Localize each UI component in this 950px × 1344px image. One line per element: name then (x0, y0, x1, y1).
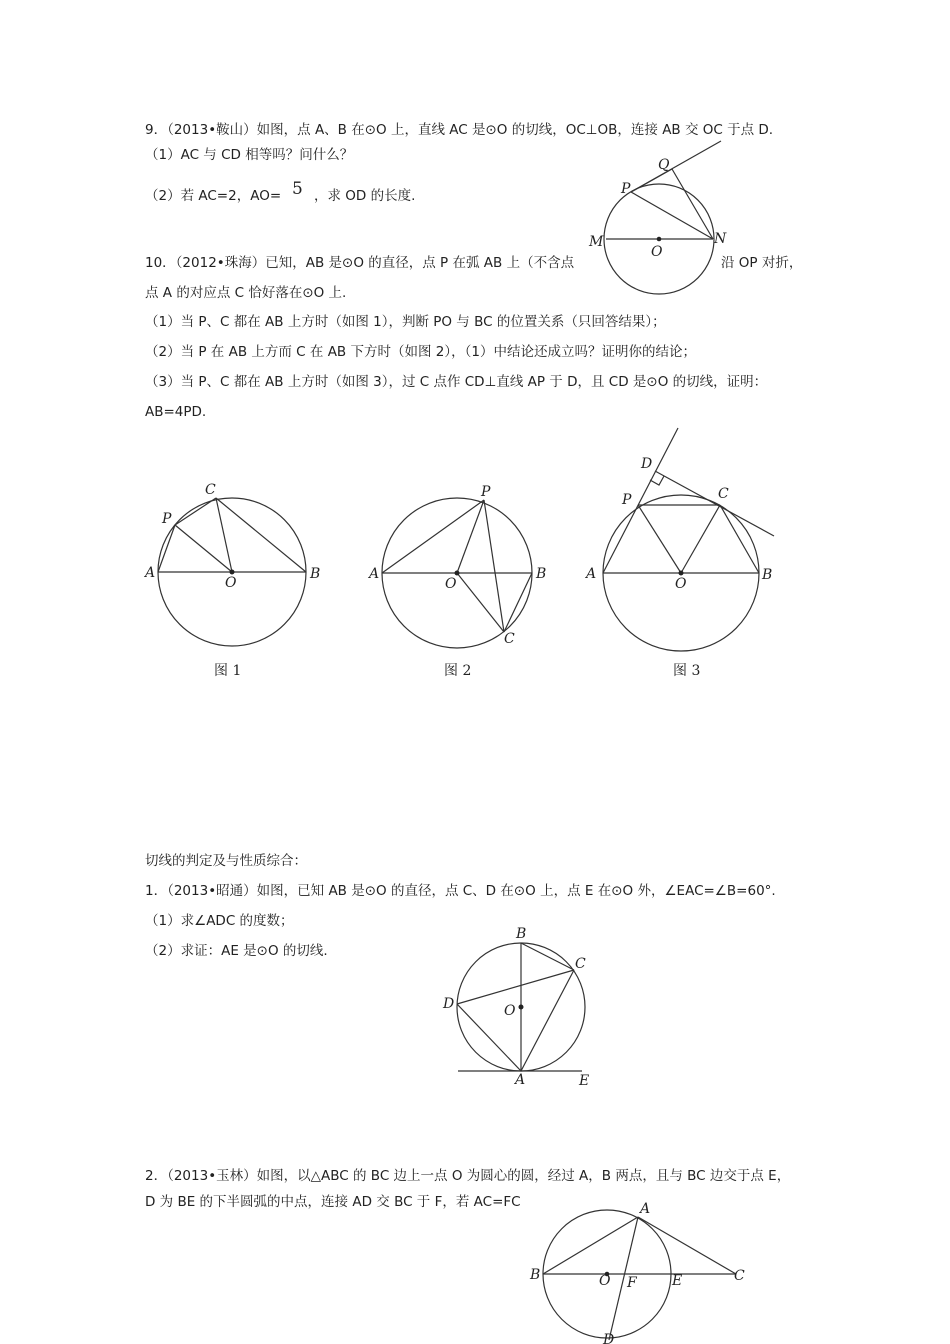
fig1-segment-ap (158, 525, 175, 572)
s-q1-segment-dc (457, 970, 574, 1004)
s-q2-label-f: F (627, 1275, 637, 1291)
s-q2-label-d: D (603, 1332, 615, 1344)
q9-center-dot (657, 237, 662, 242)
s-q2-line2: D 为 BE 的下半圆弧的中点，连接 AD 交 BC 于 F，若 AC=FC (145, 1194, 521, 1210)
fig3-caption: 图 3 (673, 663, 701, 679)
fig2-segment-cb (504, 573, 532, 632)
fig1-label-o: O (225, 575, 237, 591)
fig1-label-b: B (310, 566, 321, 582)
q10-figure-2 (367, 484, 546, 679)
fig1-segment-pc (175, 498, 216, 525)
fig2-segment-po (457, 500, 484, 573)
q9-part2-number: 5 (292, 179, 303, 199)
fig1-center-dot (230, 570, 235, 575)
s-q2-line1: 2．（2013•玉林）如图，以△ABC 的 BC 边上一点 O 为圆心的圆，经过 A，B 两点，且与 BC 边交于点 E， (145, 1168, 791, 1184)
s-q1-label-e: E (579, 1073, 590, 1089)
fig1-caption: 图 1 (214, 663, 242, 679)
q9-label-o: O (651, 244, 663, 260)
s-q1-label-d: D (443, 996, 455, 1012)
q9-tangent-ray (631, 141, 721, 192)
q10-figure-3 (584, 428, 774, 679)
fig3-segment-po (638, 505, 681, 573)
fig1-label-p: P (162, 511, 172, 527)
fig2-segment-pc (484, 500, 504, 632)
s-q1-title: 1．（2013•昭通）如图，已知 AB 是⊙O 的直径，点 C、D 在⊙O 上，点 E 在⊙O 外，∠EAC=∠B=60°. (145, 883, 776, 899)
fig3-label-p: P (622, 492, 632, 508)
q9-figure (588, 141, 727, 294)
q9-label-p: P (621, 181, 631, 197)
fig2-caption: 图 2 (444, 663, 472, 679)
fig3-label-a: A (586, 566, 597, 582)
fig1-label-a: A (145, 565, 156, 581)
q10-line1-a: 10．（2012•珠海）已知，AB 是⊙O 的直径，点 P 在弧 AB 上（不含点 (145, 255, 575, 271)
fig2-center-dot (455, 571, 460, 576)
fig1-label-c: C (205, 482, 216, 498)
fig2-label-a: A (369, 566, 380, 582)
s-q1-label-b: B (516, 926, 527, 942)
fig3-segment-cb (720, 505, 759, 573)
q10-part3: （3）当 P、C 都在 AB 上方时（如图 3），过 C 点作 CD⊥直线 AP 于 D，且 CD 是⊙O 的切线，证明： (145, 374, 768, 390)
s-q1-part2: （2）求证：AE 是⊙O 的切线. (145, 943, 328, 959)
fig3-label-d: D (641, 456, 653, 472)
s-q1-segment-ca (521, 970, 574, 1071)
fig3-label-b: B (762, 567, 773, 583)
s-q2-label-o: O (599, 1273, 611, 1289)
fig3-segment-co (681, 505, 720, 573)
s-q2-label-b: B (530, 1267, 541, 1283)
s-q1-label-a: A (515, 1072, 526, 1088)
q9-label-q: Q (658, 157, 670, 173)
s-q1-part1: （1）求∠ADC 的度数； (145, 913, 294, 929)
q9-part2-b: ，求 OD 的长度. (314, 188, 416, 204)
s-q1-figure (442, 926, 589, 1089)
fig3-label-o: O (675, 576, 687, 592)
s-q1-center-dot (519, 1005, 524, 1010)
s-q2-segment-ac (638, 1217, 736, 1274)
q10-part2: （2）当 P 在 AB 上方而 C 在 AB 下方时（如图 2），（1）中结论还成立吗？证明你的结论； (145, 344, 696, 360)
q10-line2: 点 A 的对应点 C 恰好落在⊙O 上. (145, 285, 347, 301)
s-q2-label-a: A (640, 1201, 651, 1217)
s-q2-label-e: E (672, 1273, 683, 1289)
fig2-label-b: B (536, 566, 547, 582)
q10-figure-1 (143, 482, 320, 679)
fig3-tangent-dc (655, 471, 774, 536)
q9-part2-a: （2）若 AC=2，AO= (145, 188, 282, 204)
q10-part3-b: AB=4PD. (145, 404, 207, 420)
fig2-label-p: P (481, 484, 491, 500)
fig3-center-dot (679, 571, 684, 576)
q9-part1: （1）AC 与 CD 相等吗？问什么？ (145, 147, 354, 163)
s-q1-label-o: O (504, 1003, 516, 1019)
s-q1-label-c: C (575, 956, 586, 972)
q9-label-n: N (714, 231, 727, 247)
fig2-label-o: O (445, 576, 457, 592)
q9-label-m: M (589, 234, 604, 250)
q9-title: 9．（2013•鞍山）如图，点 A、B 在⊙O 上，直线 AC 是⊙O 的切线，OC⊥OB，连接 AB 交 OC 于点 D. (145, 122, 774, 138)
q10-part1: （1）当 P、C 都在 AB 上方时（如图 1），判断 PO 与 BC 的位置关系（只回答结果）； (145, 314, 666, 330)
fig2-label-c: C (504, 631, 515, 647)
q10-line1-b: 沿 OP 对折， (721, 255, 803, 271)
s-q2-segment-ba (543, 1217, 638, 1274)
s-q2-figure (529, 1201, 745, 1344)
section-heading: 切线的判定及与性质综合： (145, 853, 307, 869)
s-q1-segment-bc (521, 943, 574, 970)
fig3-label-c: C (718, 486, 729, 502)
s-q2-label-c: C (734, 1268, 745, 1284)
fig2-segment-ap (382, 500, 484, 573)
